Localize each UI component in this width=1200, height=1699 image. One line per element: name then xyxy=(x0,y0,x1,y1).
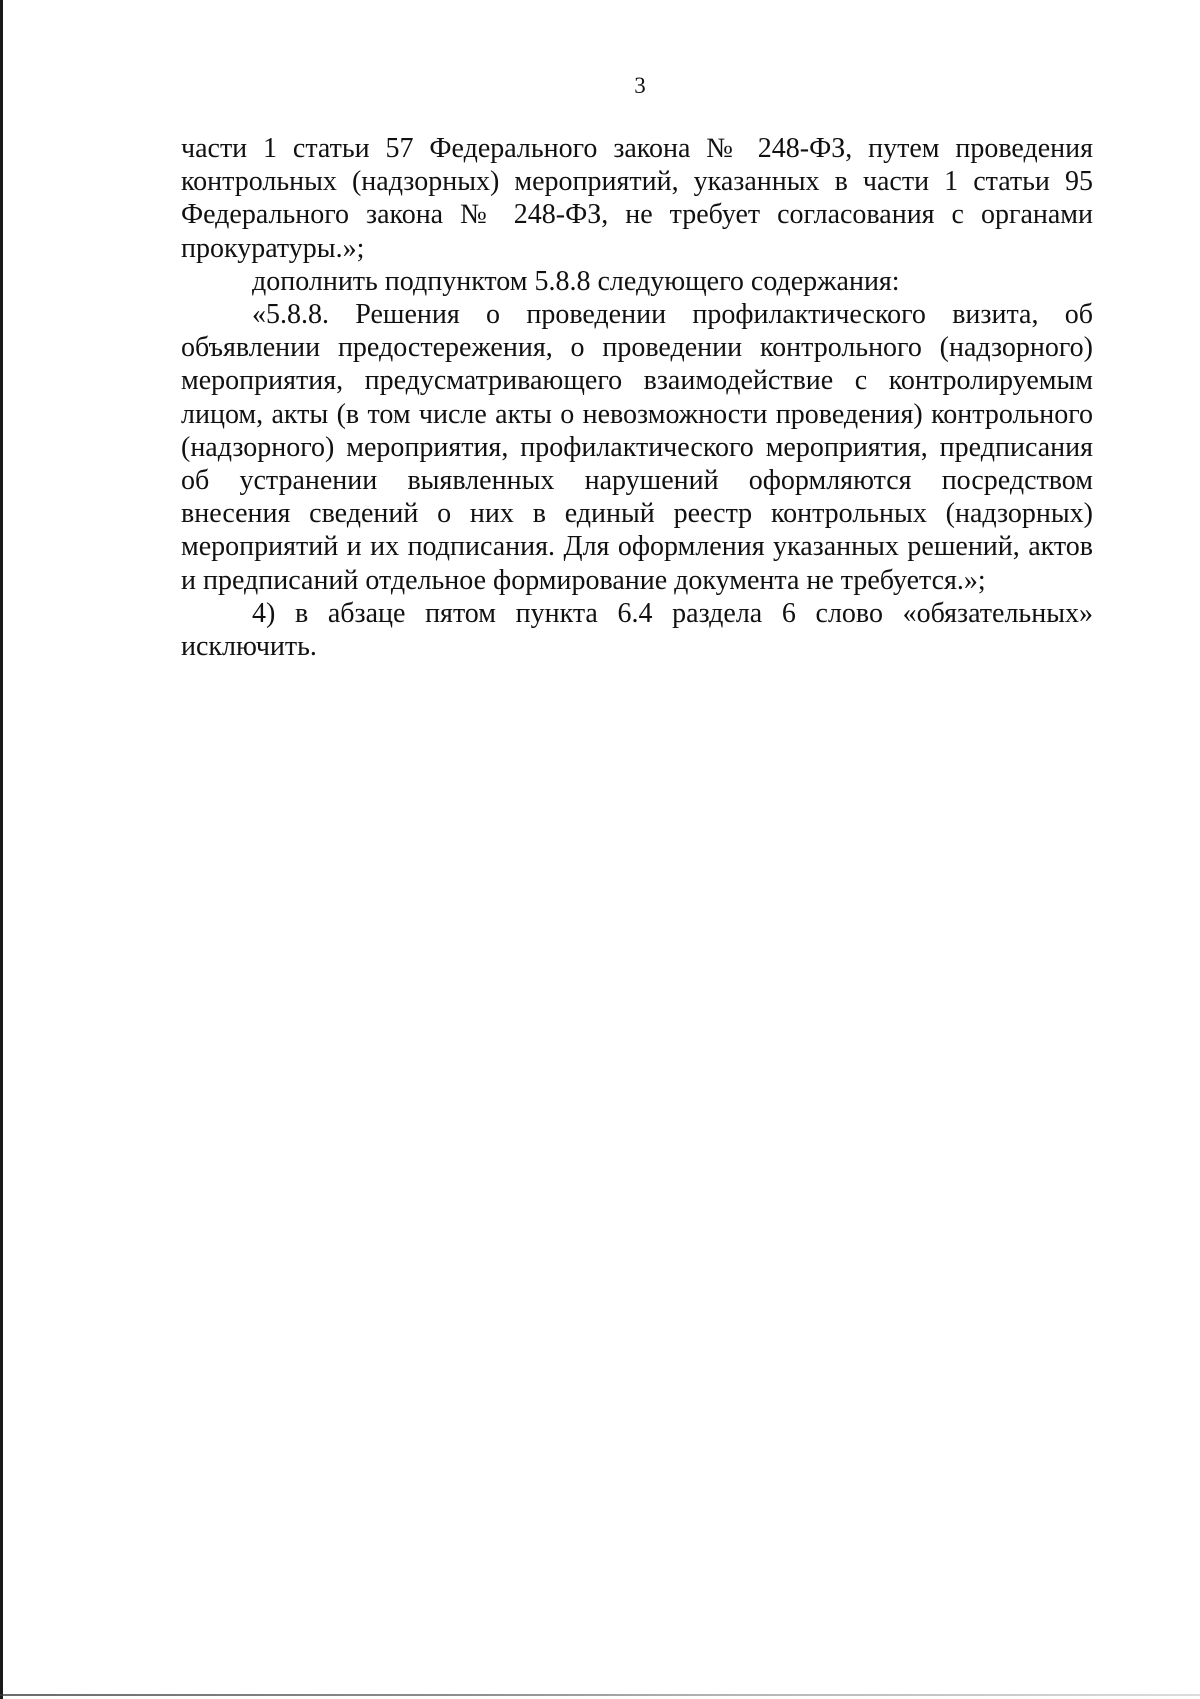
paragraph-subclause-5-8-8: «5.8.8. Решения о проведении профилактического визита, об объявлении предостережения, о проведении контрольного (надзорного) мероприятия, предусматривающего взаимодействие с контролируемым лицом, акты (в том числе акты о невозможности проведения) контрольного (надзорного) мероприятия, профилактического мероприятия, предписания об устранении выявленных нарушений оформляются посредством внесения сведений о них в единый реестр контрольных (надзорных) мероприятий и их подписания. Для оформления указанных решений, актов и предписаний отдельное формирование документа не требуется.»; xyxy=(181,299,1093,596)
paragraph-continuation: части 1 статьи 57 Федерального закона № 248-ФЗ, путем проведения контрольных (надзорных) мероприятий, указанных в части 1 статьи 95 Федерального закона № 248-ФЗ, не требует согласования с органами прокуратуры.»; xyxy=(181,133,1093,264)
document-body xyxy=(181,132,1093,663)
page-number: 3 xyxy=(634,73,646,98)
scan-left-edge xyxy=(0,0,3,1699)
paragraph-item-4: 4) в абзаце пятом пункта 6.4 раздела 6 слово «обязательных» исключить. xyxy=(181,597,1093,663)
scan-bottom-edge xyxy=(0,1694,1200,1696)
paragraph-supplement-instruction: дополнить подпунктом 5.8.8 следующего содержания: xyxy=(252,265,900,297)
